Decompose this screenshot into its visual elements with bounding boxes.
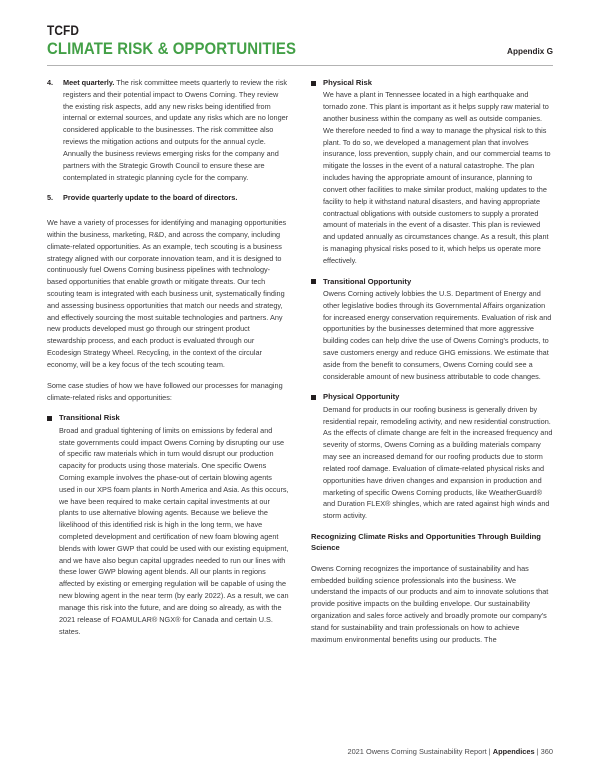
bullet-transitional-opportunity (311, 276, 553, 383)
list-item-4 (47, 77, 289, 183)
left-column (47, 77, 289, 646)
square-bullet-icon (311, 81, 316, 86)
bullet-transitional-risk-head (47, 412, 289, 423)
list-item-4-text: The risk committee meets quarterly to review the risk registers and their potential impact to Owens Corning. They review the existing risk aspects, add any new risks being identified from internal or external sources, and update any risks which are no longer considered applicable to the businesses. The risk committee also reviews the mitigation actions and outputs for the annual cycle. Annually the business reviews emerging risks for the company and partners with the Strategic Growth Council to ensure these are contemplated in strategic planning cycle for the company. (63, 78, 289, 182)
page-header (47, 24, 553, 58)
appendix-label: Appendix G (507, 46, 553, 56)
header-row (47, 24, 553, 58)
bullet-transitional-risk (47, 412, 289, 637)
bullet-transitional-opportunity-head (311, 276, 553, 287)
bullet-transitional-risk-title: Transitional Risk (59, 413, 120, 423)
square-bullet-icon (311, 279, 316, 284)
bullet-transitional-opportunity-body: Owens Corning actively lobbies the U.S. Department of Energy and other legislative bodies through its Governmental Affairs organization for increased energy conservation requirements. Evaluation of risk and opportunities by the businesses determined that more aggressive building codes can help drive the use of Owens Corning's products, to save customers energy and reduce GHG emissions. We estimate that aside from the benefit to consumers, Owens Corning could see a considerable amount of new business attributable to code changes. (323, 288, 552, 381)
bullet-transitional-risk-body: Broad and gradual tightening of limits on emissions by federal and state governments could impact Owens Corning by disrupting our use of specific raw materials which in turn would disrupt our production capacity for products using those materials. One specific Owens Corning example involves the phase-out of certain blowing agents used in our XPS foam plants in North America and Asia. As this occurs, we have been required to make certain capital investments at our plants to use alternative blowing agents. Because we believe the likelihood of this identified risk is high in the long term, we have completed development and certification of new foam blowing agent blends with lower GWP that could be used with our existing equipment, and we have also begun capital upgrades needed to run our lines with these lower GWP blowing agent blends. All our plants in regions affected by existing or emerging regulation will be capable of using the new blowing agent in the near term (by early 2022). As a result, we can manage this risk into the future, and are doing so already, as with the 2021 release of FOAMULAR® NGX® for Canada and certain U.S. states. (59, 425, 289, 636)
bullet-physical-risk-head (311, 77, 553, 88)
bullet-physical-opportunity-head (311, 391, 553, 402)
page-footer (347, 747, 553, 756)
bullet-physical-opportunity (311, 391, 553, 522)
footer-page-number: | 360 (534, 747, 553, 756)
left-paragraph-1: We have a variety of processes for identifying and managing opportunities within the business, marketing, R&D, and across the company, including climate-related opportunities. As an example, tech scouting is a business strategy aligned with our corporate innovation team, and it is designed to continuously fuel Owens Corning business pipelines with technology-based opportunities that enable growth or mitigate threats. Our tech scouting team is integrated with each business unit, systematically finding and assessing business opportunities that match our needs and strategy, and effectively sourcing the most suitable technologies and partners. Any new products developed must go through our stringent product stewardship process, and each product is evaluated through our Ecodesign Strategy Wheel. Recycling, in the context of the circular economy, will be a key focus of the tech scouting team. (47, 218, 287, 369)
header-titles (47, 24, 330, 58)
bullet-transitional-opportunity-title: Transitional Opportunity (323, 276, 412, 286)
footer-text-before: 2021 Owens Corning Sustainability Report | (347, 747, 493, 756)
right-paragraph-1: Owens Corning recognizes the importance of sustainability and has embedded building science professionals into the business. We understand the impacts of our products and aim to innovate solutions that provide positive impacts on the building envelope. Our sustainability organization and sales force actively and broadly promote our company's stand for sustainability and train professionals on how to achieve maximum environmental benefits using our products. The (311, 563, 549, 644)
list-item-5-text: Provide quarterly update to the board of directors. (63, 193, 238, 203)
footer-section-label: Appendices (492, 747, 535, 756)
page-title: CLIMATE RISK & OPPORTUNITIES (47, 38, 297, 58)
right-subheading: Recognizing Climate Risks and Opportunities Through Building Science (311, 531, 541, 553)
list-item-4-lead: Meet quarterly. (63, 78, 115, 87)
bullet-physical-opportunity-title: Physical Opportunity (323, 392, 400, 402)
bullet-physical-risk-title: Physical Risk (323, 78, 372, 87)
list-item-4-body (63, 77, 289, 183)
list-item-4-number: 4. (47, 78, 54, 87)
square-bullet-icon (311, 395, 316, 400)
header-kicker: TCFD (47, 23, 80, 38)
bullet-physical-risk-body: We have a plant in Tennessee located in a high earthquake and tornado zone. This plant is important as it helps supply raw material to another business within the company as well as outside companies. We therefore needed to find a way to manage the physical risk to this plant. To do so, we developed a management plan that involves insurance, loss prevention, supply chain, and our commercial teams to mitigate the losses in the event of a natural catastrophe. The plan includes having the appropriate amount of insurance, planning to convert other facilities to make similar product, making updates to the facility to help it withstand natural disasters, and having appropriate contractual obligations with outside customers to supply a prorated amount of materials in the event of a disaster. This plan is reviewed and updated annually as circumstances change. As a result, this plant is managing physical risks posed to it, which helps us operate more effectively. (323, 90, 551, 265)
bullet-physical-risk (311, 77, 553, 267)
header-divider (47, 65, 553, 66)
list-item-5 (47, 192, 289, 204)
list-item-5-number: 5. (47, 193, 54, 203)
bullet-physical-opportunity-body: Demand for products in our roofing business is generally driven by residential repair, remodeling activity, and new residential construction. As the effects of climate change are felt in the increased frequency and severity of storms, Owens Corning as a building materials company may see an increased demand for our roofing products due to storm related roof damage. Evaluation of climate-related physical risks and opportunities have driven changes and expansion in production and marketing of specific Owens Corning products, like WeatherGuard® and Duration FLEX® shingles, which are rated against high winds and storm activity. (323, 404, 553, 521)
left-paragraph-2: Some case studies of how we have followed our processes for managing climate-related risks and opportunities: (47, 380, 283, 402)
content-columns (47, 77, 553, 646)
square-bullet-icon (47, 416, 52, 421)
right-column (311, 77, 553, 646)
